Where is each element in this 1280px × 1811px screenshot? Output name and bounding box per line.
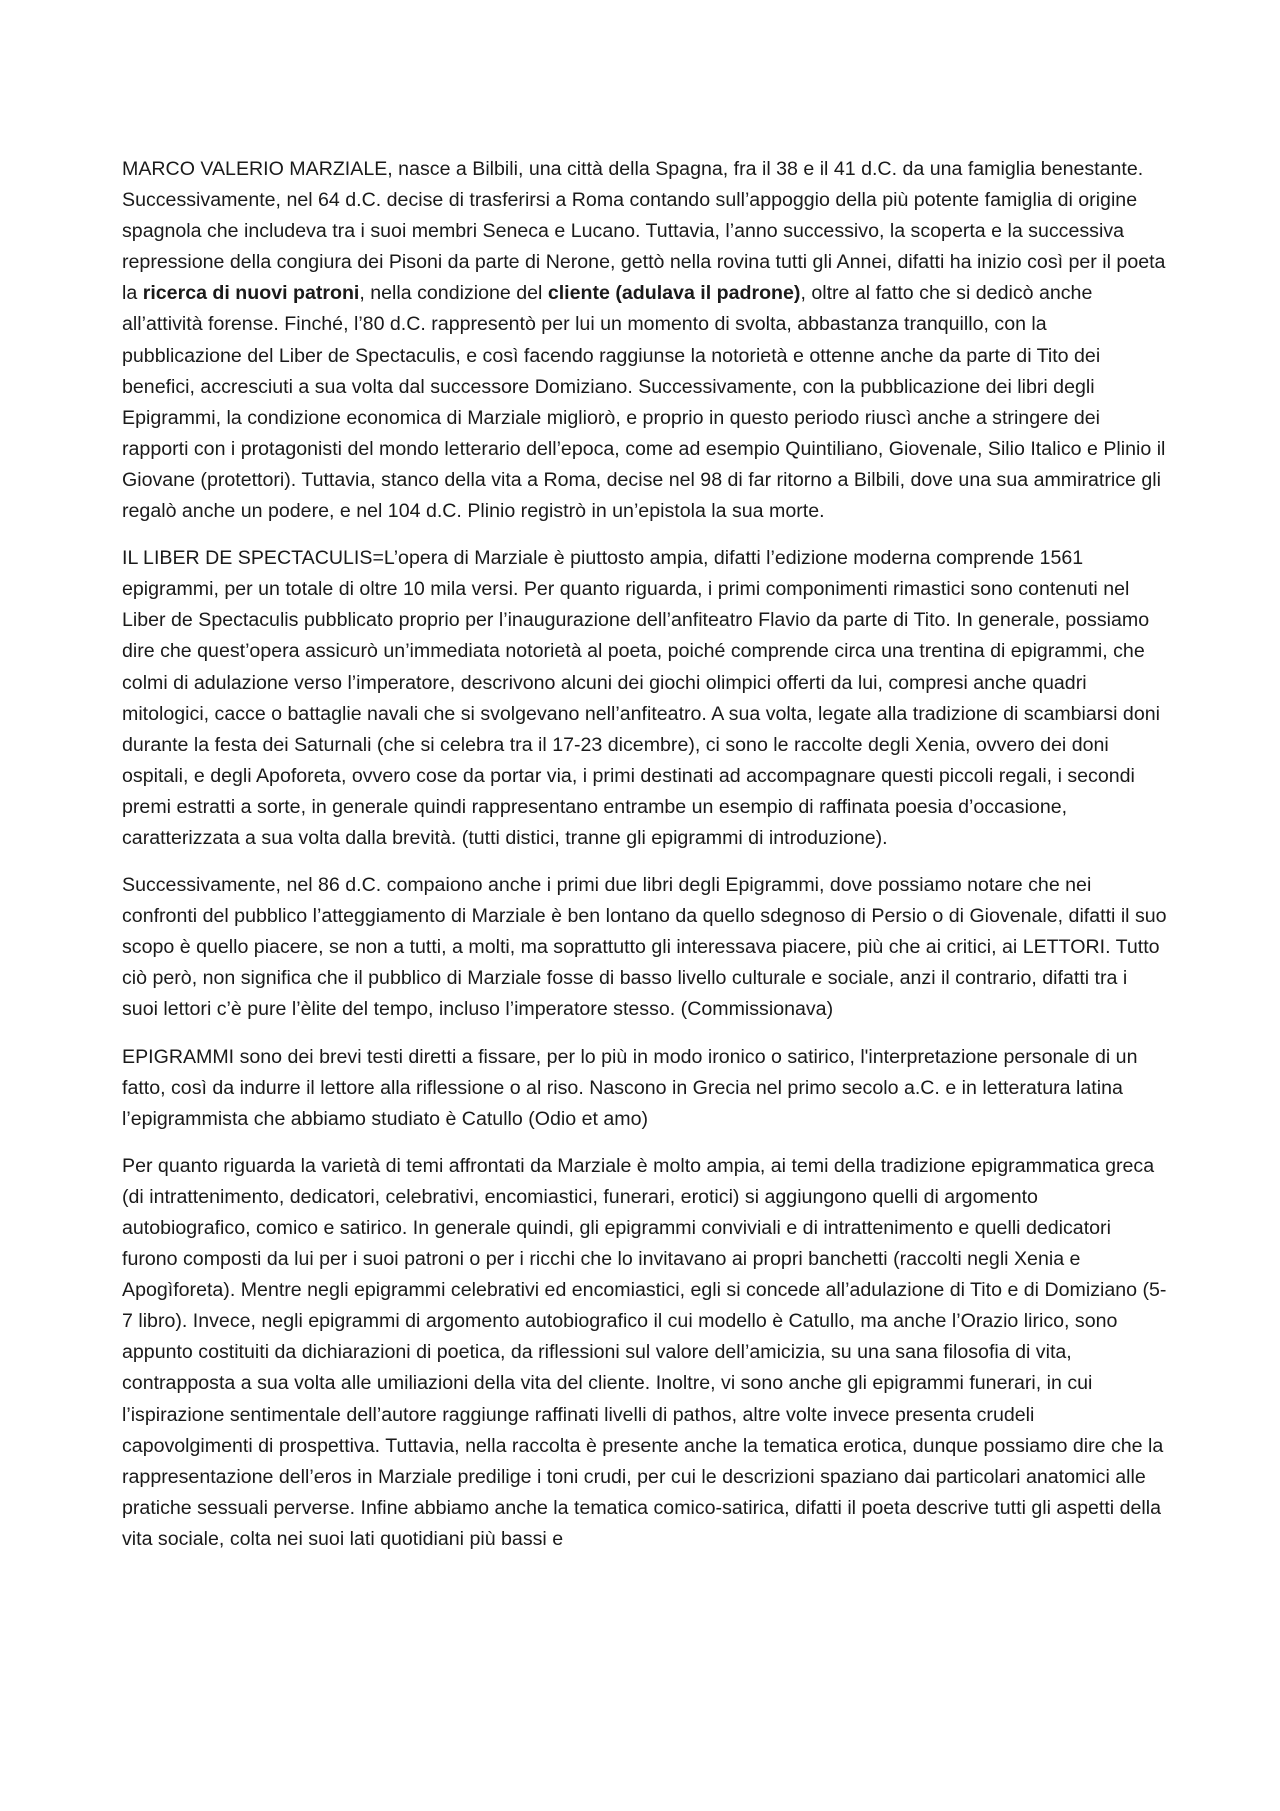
paragraph-themes: Per quanto riguarda la varietà di temi affrontati da Marziale è molto ampia, ai temi della tradizione epigrammatica greca (di intrattenimento, dedicatori, celebrativi, encomiastici, funerari, erotici) si aggiungono quelli di argomento autobiografico, comico e satirico. In generale quindi, gli epigrammi conviviali e di intrattenimento e quelli dedicatori furono composti da lui per i suoi patroni o per i ricchi che lo invitavano ai propri banchetti (raccolti negli Xenia e Apogìforeta). Mentre negli epigrammi celebrativi ed encomiastici, egli si concede all’adulazione di Tito e di Domiziano (5-7 libro). Invece, negli epigrammi di argomento autobiografico il cui modello è Catullo, ma anche l’Orazio lirico, sono appunto costituiti da dichiarazioni di poetica, da riflessioni sul valore dell’amicizia, su una sana filosofia di vita, contrapposta a sua volta alle umiliazioni della vita del cliente. Inoltre, vi sono anche gli epigrammi funerari, in cui l’ispirazione sentimentale dell’autore raggiunge raffinati livelli di pathos, altre volte invece presenta crudeli capovolgimenti di prospettiva. Tuttavia, nella raccolta è presente anche la tematica erotica, dunque possiamo dire che la rappresentazione dell’eros in Marziale predilige i toni crudi, per cui le descrizioni spaziano dai particolari anatomici alle pratiche sessuali perverse. Infine abbiamo anche la tematica comico-satirica, difatti il poeta descrive tutti gli aspetti della vita sociale, colta nei suoi lati quotidiani più bassi e bbox=[122, 1154, 1167, 1550]
text-run: , oltre al fatto che si dedicò anche all’attività forense. Finché, l’80 d.C. rappresentò per lui un momento di svolta, abbastanza tranquillo, con la pubblicazione del Liber de Spectaculis, e così facendo raggiunse la notorietà e ottenne anche da parte di Tito dei benefici, accresciuti a sua volta dal successore Domiziano. Successivamente, con la pubblicazione dei libri degli Epigrammi, la condizione economica di Marziale migliorò, e proprio in questo periodo riuscì anche a stringere dei rapporti con i protagonisti del mondo letterario dell’epoca, come ad esempio Quintiliano, Giovenale, Silio Italico e Plinio il Giovane (protettori). Tuttavia, stanco della vita a Roma, decise nel 98 di far ritorno a Bilbili, dove una sua ammiratrice gli regalò anche un podere, e nel 104 d.C. Plinio registrò in un’epistola la sua morte. bbox=[122, 282, 1166, 523]
paragraph-first-books: Successivamente, nel 86 d.C. compaiono anche i primi due libri degli Epigrammi, dove possiamo notare che nei confronti del pubblico l’atteggiamento di Marziale è ben lontano da quello sdegnoso di Persio o di Giovenale, difatti il suo scopo è quello piacere, se non a tutti, a molti, ma soprattutto gli interessava piacere, più che ai critici, ai LETTORI. Tutto ciò però, non significa che il pubblico di Marziale fosse di basso livello culturale e sociale, anzi il contrario, difatti tra i suoi lettori c’è pure l’èlite del tempo, incluso l’imperatore stesso. (Commissionava) bbox=[122, 874, 1167, 1021]
document-page bbox=[122, 154, 1167, 1571]
text-run: , nella condizione del bbox=[359, 282, 548, 305]
paragraph-biography bbox=[122, 154, 1167, 527]
bold-phrase-patrons: ricerca di nuovi patroni bbox=[142, 282, 360, 305]
text-run: MARCO VALERIO MARZIALE, nasce a Bilbili, una città della Spagna, fra il 38 e il 41 d.C. da una famiglia benestante. Successivamente, nel 64 d.C. decise di trasferirsi a Roma contando sull’appoggio della più potente famiglia di origine spagnola che includeva tra i suoi membri Seneca e Lucano. Tuttavia, l’anno successivo, la scoperta e la successiva repressione della congiura dei Pisoni da parte di Nerone, gettò nella rovina tutti gli Annei, difatti ha inizio così per il poeta la bbox=[122, 158, 1166, 305]
paragraph-epigrammi-definition: EPIGRAMMI sono dei brevi testi diretti a fissare, per lo più in modo ironico o satirico, l'interpretazione personale di un fatto, così da indurre il lettore alla riflessione o al riso. Nascono in Grecia nel primo secolo a.C. e in letteratura latina l’epigrammista che abbiamo studiato è Catullo (Odio et amo) bbox=[122, 1045, 1138, 1130]
paragraph-liber-de-spectaculis: IL LIBER DE SPECTACULIS=L’opera di Marziale è piuttosto ampia, difatti l’edizione moderna comprende 1561 epigrammi, per un totale di oltre 10 mila versi. Per quanto riguarda, i primi componimenti rimastici sono contenuti nel Liber de Spectaculis pubblicato proprio per l’inaugurazione dell’anfiteatro Flavio da parte di Tito. In generale, possiamo dire che quest’opera assicurò un’immediata notorietà al poeta, poiché comprende circa una trentina di epigrammi, che colmi di adulazione verso l’imperatore, descrivono alcuni dei giochi olimpici offerti da lui, compresi anche quadri mitologici, cacce o battaglie navali che si svolgevano nell’anfiteatro. A sua volta, legate alla tradizione di scambiarsi doni durante la festa dei Saturnali (che si celebra tra il 17-23 dicembre), ci sono le raccolte degli Xenia, ovvero dei doni ospitali, e degli Apoforeta, ovvero cose da portar via, i primi destinati ad accompagnare questi piccoli regali, i secondi premi estratti a sorte, in generale quindi rappresentano entrambe un esempio di raffinata poesia d’occasione, caratterizzata a sua volta dalla brevità. (tutti distici, tranne gli epigrammi di introduzione). bbox=[122, 547, 1160, 849]
bold-phrase-client: cliente (adulava il padrone) bbox=[547, 282, 801, 305]
